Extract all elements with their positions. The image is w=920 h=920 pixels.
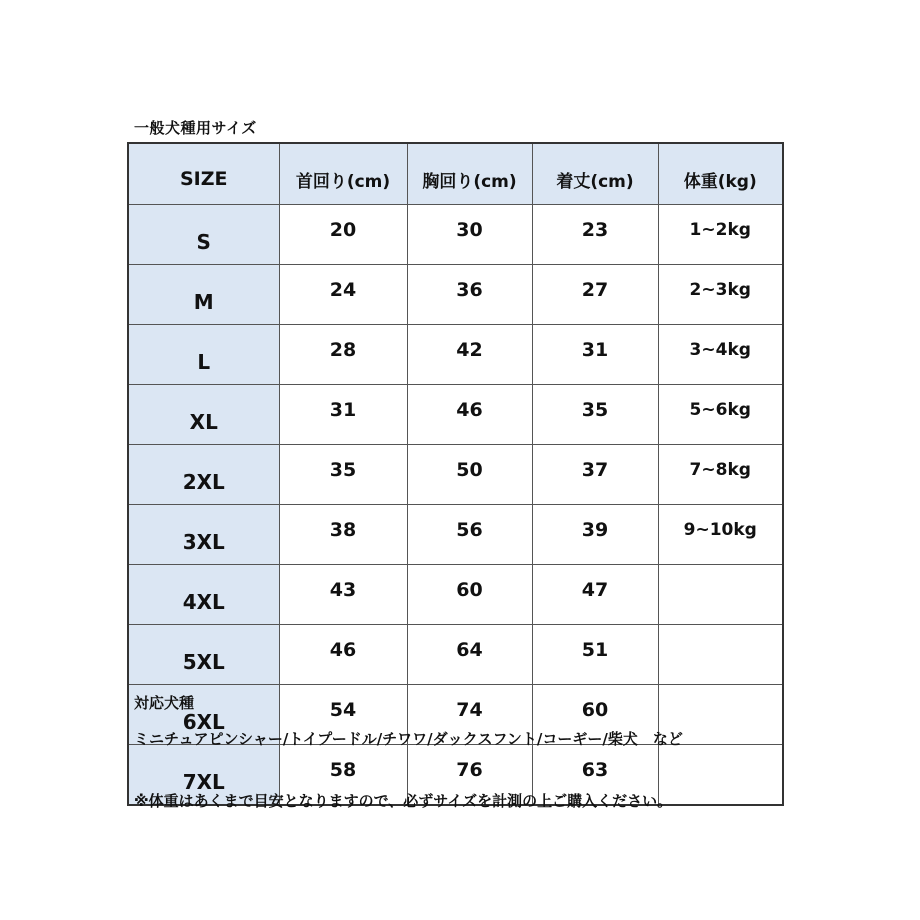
chest-value: 60 [407,565,532,625]
weight-note: ※体重はあくまで目安となりますので、必ずサイズを計測の上ご購入ください。 [134,792,673,810]
neck-value: 24 [279,265,407,325]
length-value: 37 [532,445,658,505]
neck-value: 28 [279,325,407,385]
neck-value: 31 [279,385,407,445]
neck-value: 38 [279,505,407,565]
size-label: M [128,265,279,325]
table-body [128,205,783,806]
length-value: 60 [532,685,658,745]
table-header-row [128,143,783,205]
table-row [128,565,783,625]
neck-value: 20 [279,205,407,265]
length-value: 51 [532,625,658,685]
breeds-title: 対応犬種 [134,694,195,712]
chest-value: 64 [407,625,532,685]
weight-value [658,565,783,625]
length-value: 35 [532,385,658,445]
neck-value: 46 [279,625,407,685]
table-row [128,625,783,685]
size-label: 7XL [128,745,279,806]
table-row [128,205,783,265]
length-value: 63 [532,745,658,806]
header-neck: 首回り(cm) [279,143,407,205]
table-row [128,265,783,325]
weight-value: 9~10kg [658,505,783,565]
weight-value: 3~4kg [658,325,783,385]
length-value: 39 [532,505,658,565]
neck-value: 58 [279,745,407,806]
breeds-list: ミニチュアピンシャー/トイプードル/チワワ/ダックスフント/コーギー/柴犬 など [134,730,683,748]
weight-value: 7~8kg [658,445,783,505]
size-label: L [128,325,279,385]
chest-value: 42 [407,325,532,385]
table-row [128,325,783,385]
chest-value: 46 [407,385,532,445]
size-label: 5XL [128,625,279,685]
chest-value: 50 [407,445,532,505]
header-length: 着丈(cm) [532,143,658,205]
weight-value [658,625,783,685]
size-chart-table [127,142,784,806]
chest-value: 56 [407,505,532,565]
weight-value: 1~2kg [658,205,783,265]
chest-value: 74 [407,685,532,745]
neck-value: 54 [279,685,407,745]
length-value: 47 [532,565,658,625]
neck-value: 35 [279,445,407,505]
size-label: 6XL [128,685,279,745]
chest-value: 30 [407,205,532,265]
chest-value: 36 [407,265,532,325]
header-weight: 体重(kg) [658,143,783,205]
chest-value: 76 [407,745,532,806]
size-label: 4XL [128,565,279,625]
length-value: 27 [532,265,658,325]
size-label: 3XL [128,505,279,565]
size-label: 2XL [128,445,279,505]
weight-value: 5~6kg [658,385,783,445]
weight-value: 2~3kg [658,265,783,325]
length-value: 31 [532,325,658,385]
table-row [128,445,783,505]
table-row [128,385,783,445]
size-label: S [128,205,279,265]
header-size: SIZE [128,143,279,205]
table-row [128,505,783,565]
header-chest: 胸回り(cm) [407,143,532,205]
size-label: XL [128,385,279,445]
length-value: 23 [532,205,658,265]
section-title: 一般犬種用サイズ [134,119,257,137]
neck-value: 43 [279,565,407,625]
